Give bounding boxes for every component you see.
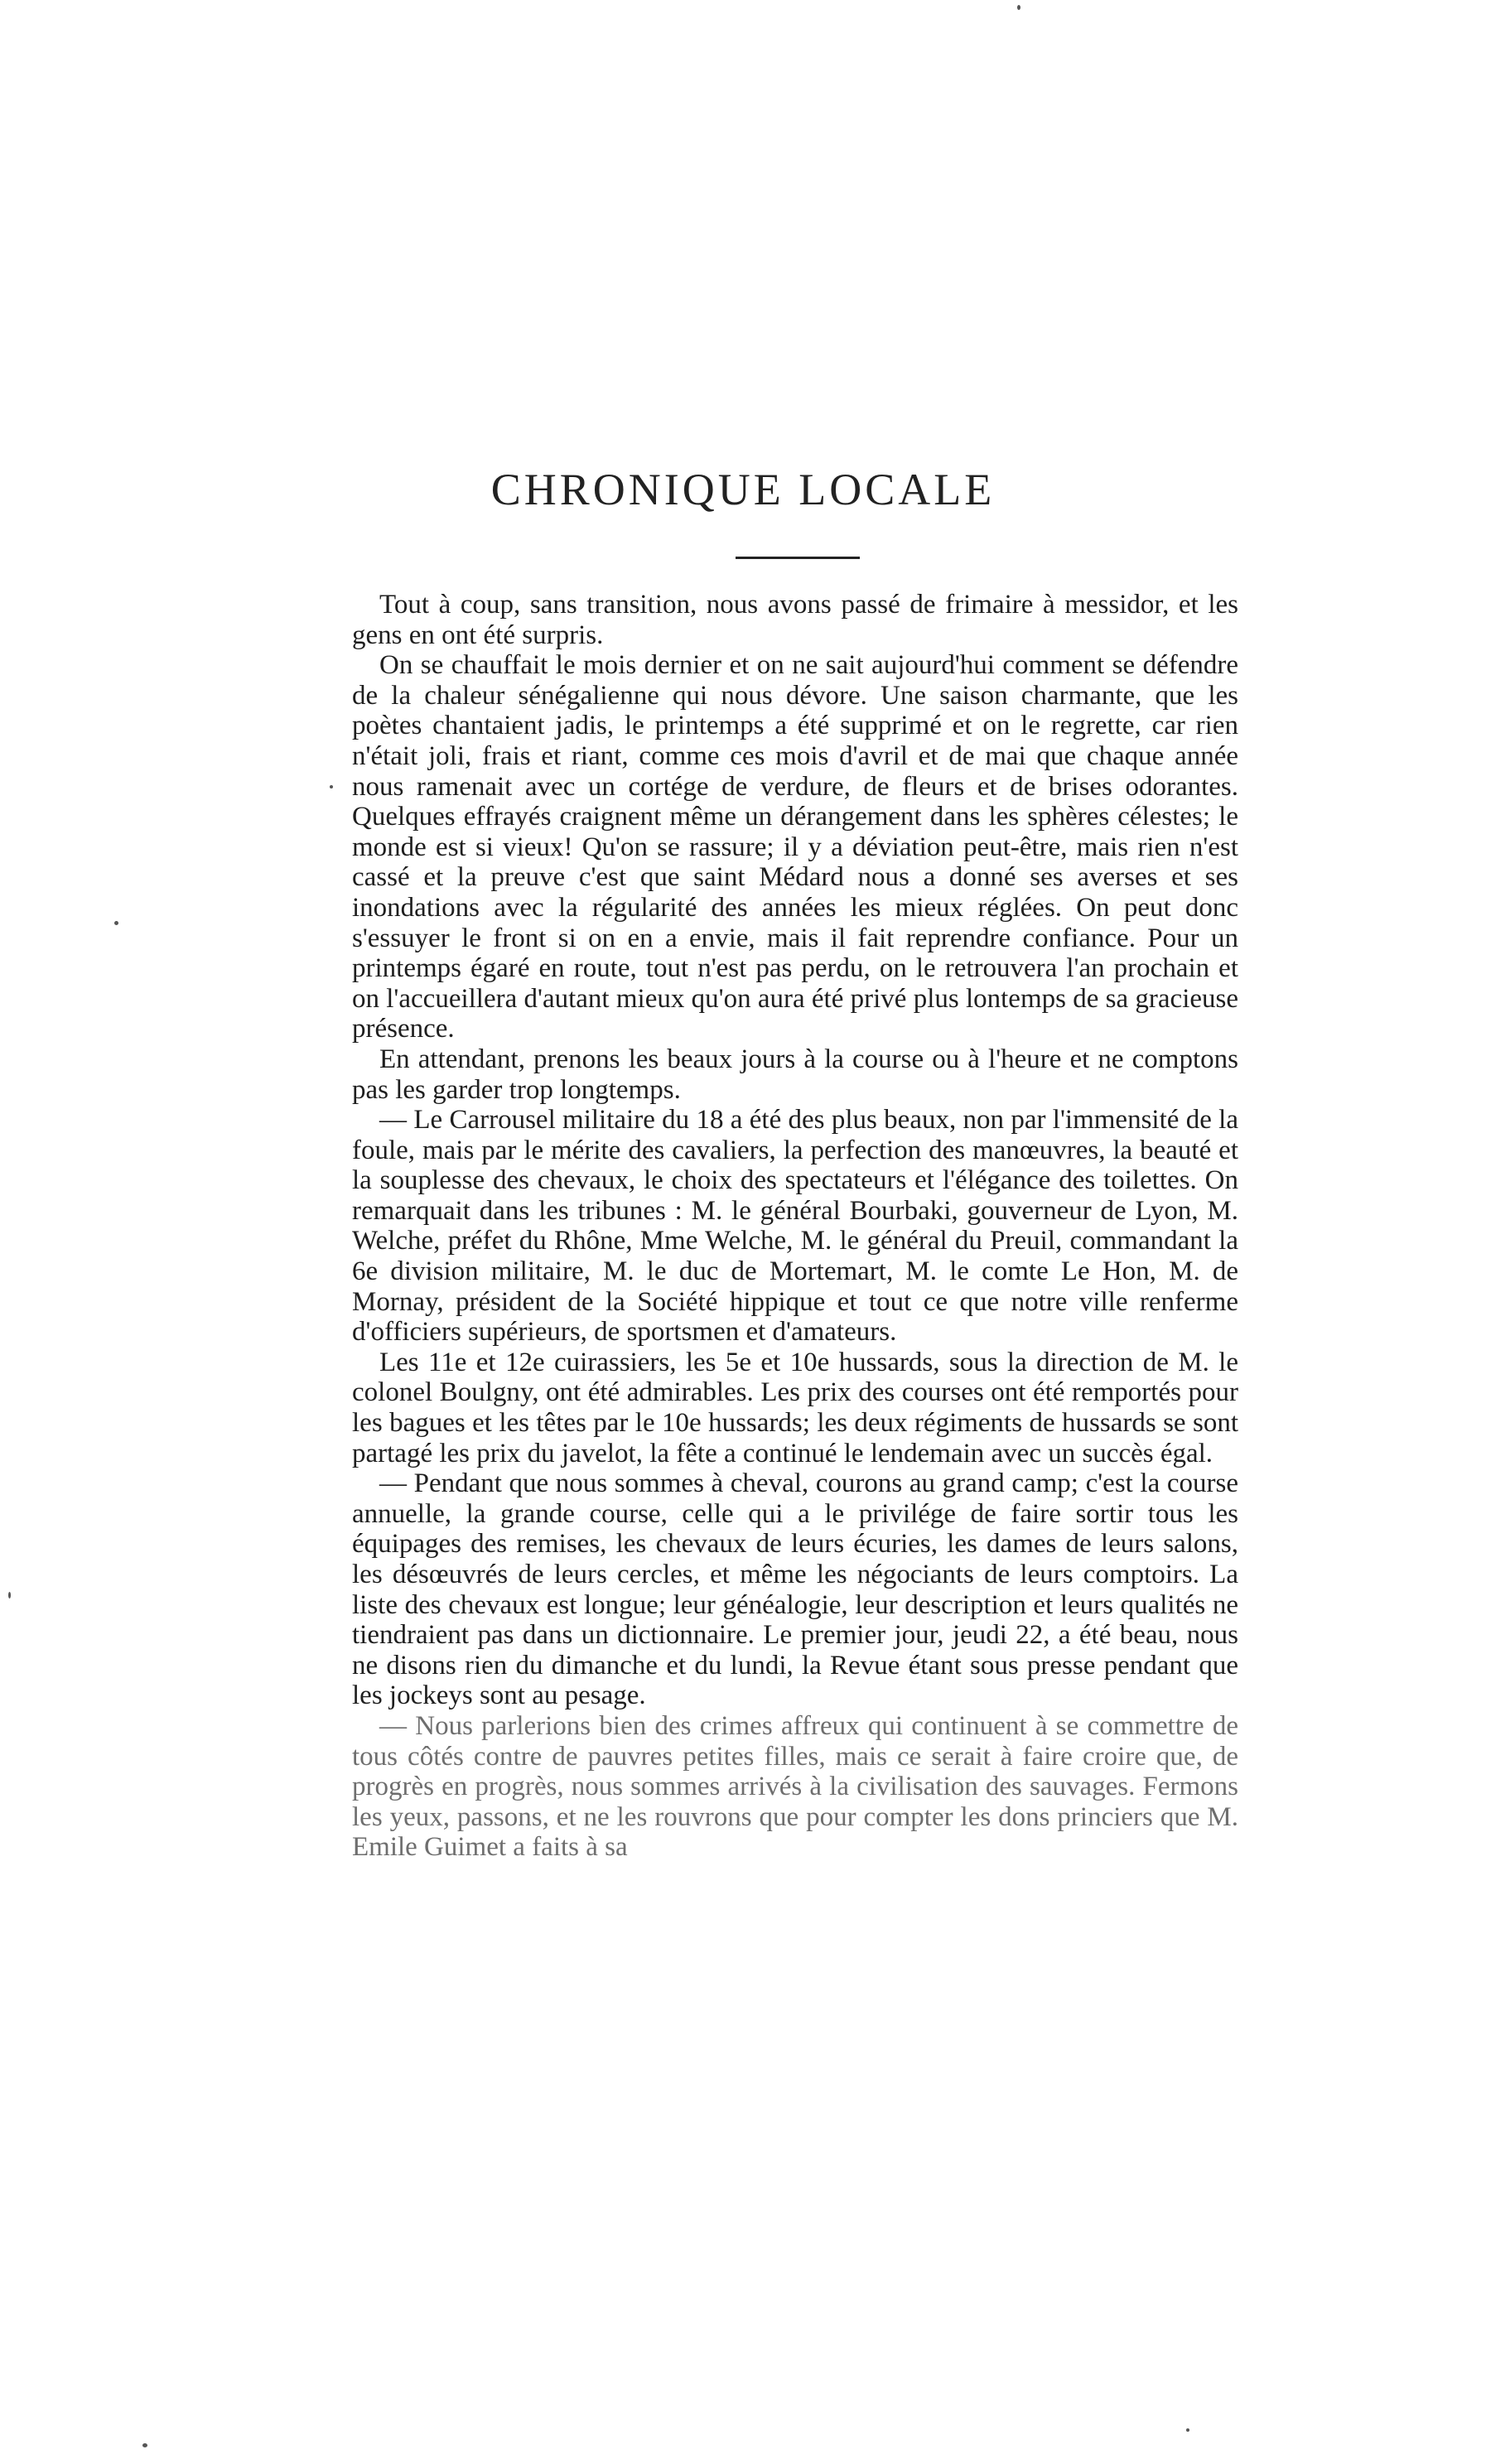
paragraph: On se chauffait le mois dernier et on ne sait aujourd'hui comment se défendre de la chaleur sénégalienne qui nous dévore. Une saison charmante, que les poètes chantaient jadis, le printemps a été supprimé et on le regrette, car rien n'était joli, frais et riant, comme ces mois d'avril et de mai que chaque année nous ramenait avec un cortége de verdure, de fleurs et de brises odorantes. Quelques effrayés craignent même un dérangement dans les sphères célestes; le monde est si vieux! Qu'on se rassure; il y a déviation peut-être, mais rien n'est cassé et la preuve c'est que saint Médard nous a donné ses averses et ses inondations avec la régularité des années les mieux réglées. On peut donc s'essuyer le front si on en a envie, mais il fait reprendre confiance. Pour un printemps égaré en route, tout n'est pas perdu, on le retrouvera l'an prochain et on l'accueillera d'autant mieux qu'on aura été privé plus lontemps de sa gracieuse présence. xyxy=(352,650,1238,1044)
page-title: CHRONIQUE LOCALE xyxy=(490,465,996,514)
paragraph: Tout à coup, sans transition, nous avons passé de frimaire à messidor, et les gens en ont été surpris. xyxy=(352,590,1238,650)
paragraph: En attendant, prenons les beaux jours à la course ou à l'heure et ne comptons pas les garder trop longtemps. xyxy=(352,1044,1238,1105)
paragraph: Les 11e et 12e cuirassiers, les 5e et 10e hussards, sous la direction de M. le colonel Boulgny, ont été admirables. Les prix des courses ont été remportés pour les bagues et les têtes par le 10e hussards; les deux régiments de hussards se sont partagé les prix du javelot, la fête a continué le lendemain avec un succès égal. xyxy=(352,1347,1238,1468)
print-speck xyxy=(330,785,333,788)
print-speck xyxy=(1186,2428,1189,2432)
paragraph: — Le Carrousel militaire du 18 a été des plus beaux, non par l'immensité de la foule, mais par le mérite des cavaliers, la perfection des manœuvres, la beauté et la souplesse des chevaux, le choix des spectateurs et l'élégance des toilettes. On remarquait dans les tribunes : M. le général Bourbaki, gouverneur de Lyon, M. Welche, préfet du Rhône, Mme Welche, M. le général du Preuil, commandant la 6e division militaire, M. le duc de Mortemart, M. le comte Le Hon, M. de Mornay, président de la Société hippique et tout ce que notre ville renferme d'officiers supérieurs, de sportsmen et d'amateurs. xyxy=(352,1105,1238,1348)
print-speck xyxy=(1017,5,1020,10)
print-speck xyxy=(142,2443,147,2447)
paragraph: — Nous parlerions bien des crimes affreux qui continuent à se commettre de tous côtés contre de pauvres petites filles, mais ce serait à faire croire que, de progrès en progrès, nous sommes arrivés à la civilisation des sauvages. Fermons les yeux, passons, et ne les rouvrons que pour compter les dons princiers que M. Emile Guimet a faits à sa xyxy=(352,1710,1238,1863)
paragraph: — Pendant que nous sommes à cheval, courons au grand camp; c'est la course annuelle, la grande course, celle qui a le privilége de faire sortir tous les équipages des remises, les chevaux de leurs écuries, les dames de leurs salons, les désœuvrés de leurs cercles, et même les négociants de leurs comptoirs. La liste des chevaux est longue; leur généalogie, leur description et leurs qualités ne tiendraient pas dans un dictionnaire. Le premier jour, jeudi 22, a été beau, nous ne disons rien du dimanche et du lundi, la Revue étant sous presse pendant que les jockeys sont au pesage. xyxy=(352,1468,1238,1711)
print-speck xyxy=(114,921,118,925)
print-speck xyxy=(8,1592,11,1598)
title-divider xyxy=(736,557,860,559)
article-body xyxy=(352,590,1238,1863)
